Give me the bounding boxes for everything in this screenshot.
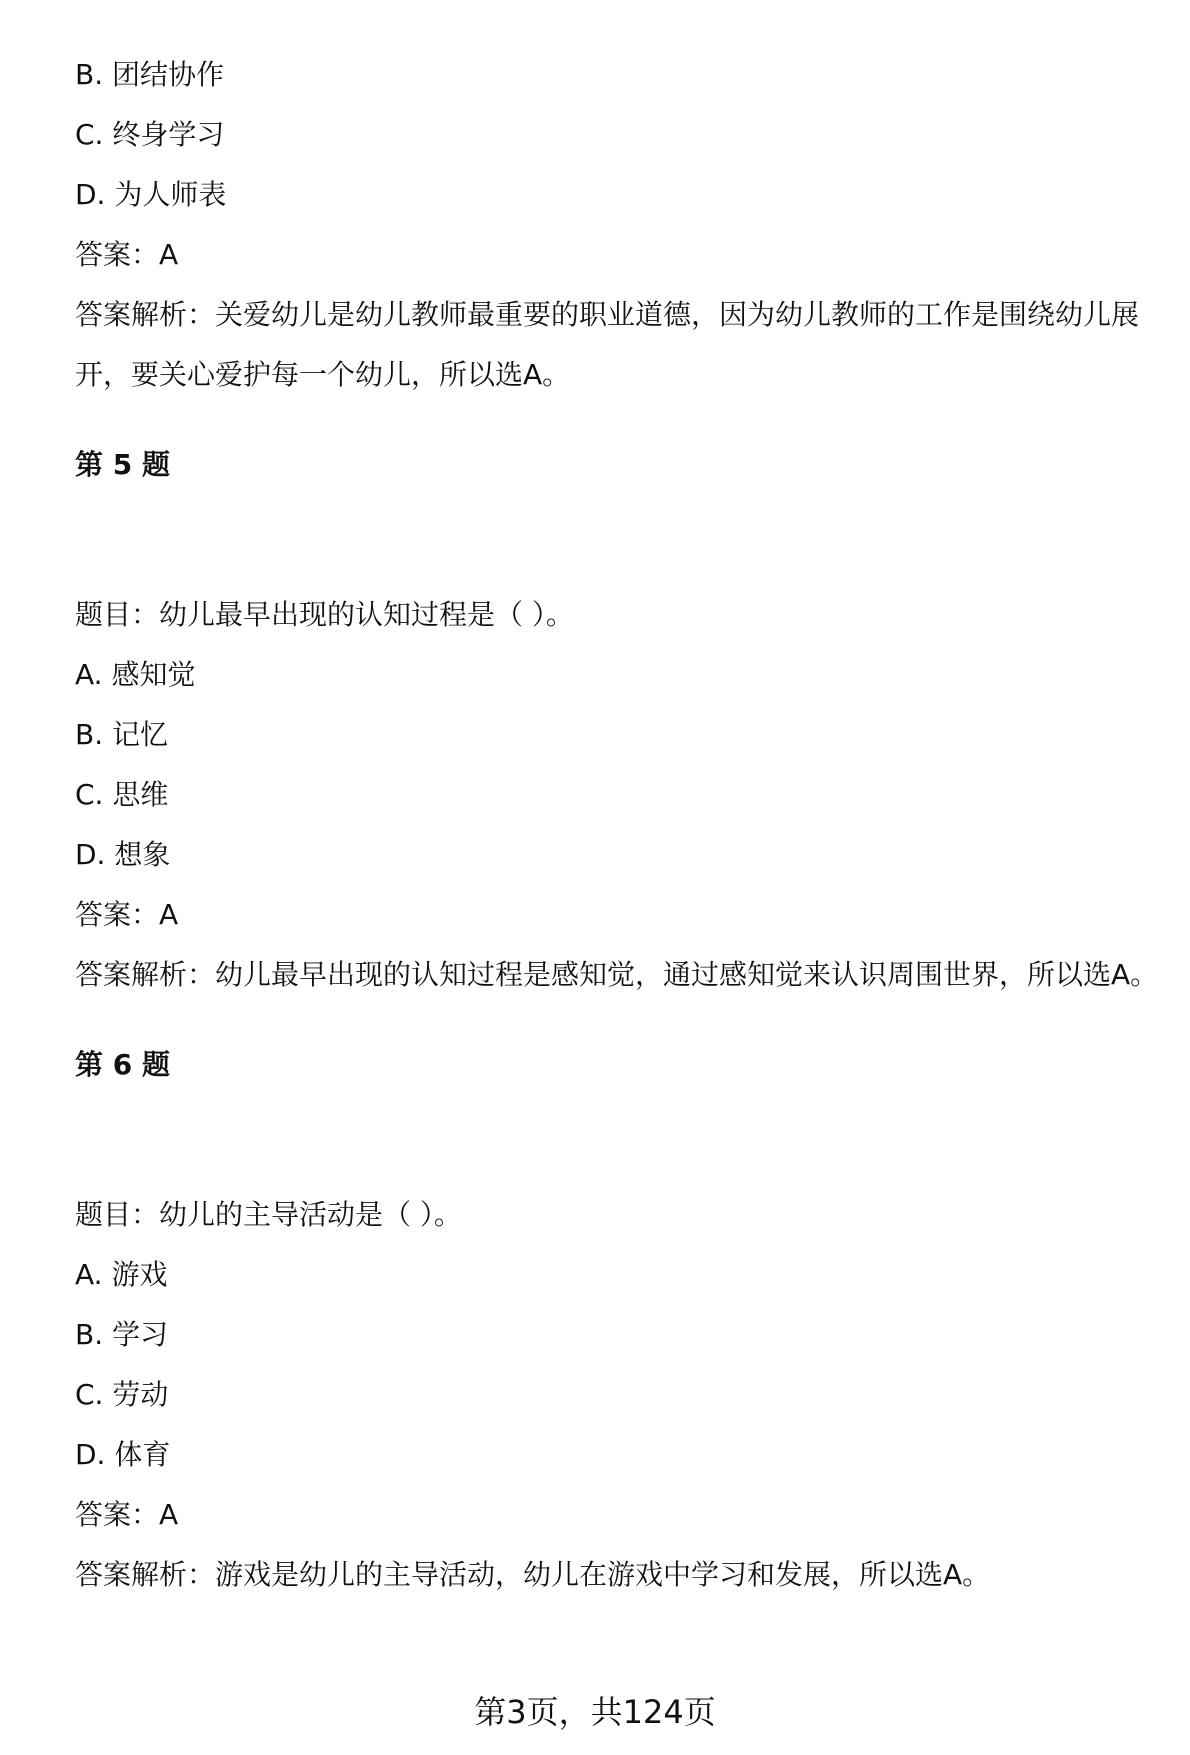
question-stem: 题目：幼儿的主导活动是（ ）。	[75, 1198, 462, 1231]
option-b: B. 记忆	[75, 718, 169, 751]
option-a: A. 感知觉	[75, 658, 196, 691]
option-d: D. 想象	[75, 838, 171, 871]
answer-line: 答案：A	[75, 898, 179, 931]
option-a: A. 游戏	[75, 1258, 168, 1291]
option-b: B. 团结协作	[75, 58, 225, 91]
option-b: B. 学习	[75, 1318, 169, 1351]
question-heading: 第 5 题	[75, 448, 170, 481]
page-content	[75, 45, 1165, 1605]
question-5	[75, 435, 1165, 1005]
question-body	[75, 1185, 1165, 1605]
option-c: C. 思维	[75, 778, 169, 811]
answer-explanation: 答案解析：关爱幼儿是幼儿教师最重要的职业道德，因为幼儿教师的工作是围绕幼儿展开，要关心爱护每一个幼儿，所以选A。	[75, 298, 1140, 391]
option-c: C. 劳动	[75, 1378, 169, 1411]
page-number-footer: 第3页，共124页	[474, 1693, 716, 1731]
option-c: C. 终身学习	[75, 118, 225, 151]
question-heading: 第 6 题	[75, 1048, 170, 1081]
question-6	[75, 1035, 1165, 1605]
answer-explanation: 答案解析：幼儿最早出现的认知过程是感知觉，通过感知觉来认识周围世界，所以选A。	[75, 958, 1159, 991]
question-4-continuation	[75, 45, 1165, 405]
question-body	[75, 585, 1165, 1005]
answer-explanation: 答案解析：游戏是幼儿的主导活动，幼儿在游戏中学习和发展，所以选A。	[75, 1558, 991, 1591]
answer-line: 答案：A	[75, 238, 179, 271]
option-d: D. 体育	[75, 1438, 171, 1471]
option-d: D. 为人师表	[75, 178, 227, 211]
answer-line: 答案：A	[75, 1498, 179, 1531]
question-stem: 题目：幼儿最早出现的认知过程是（ ）。	[75, 598, 574, 631]
